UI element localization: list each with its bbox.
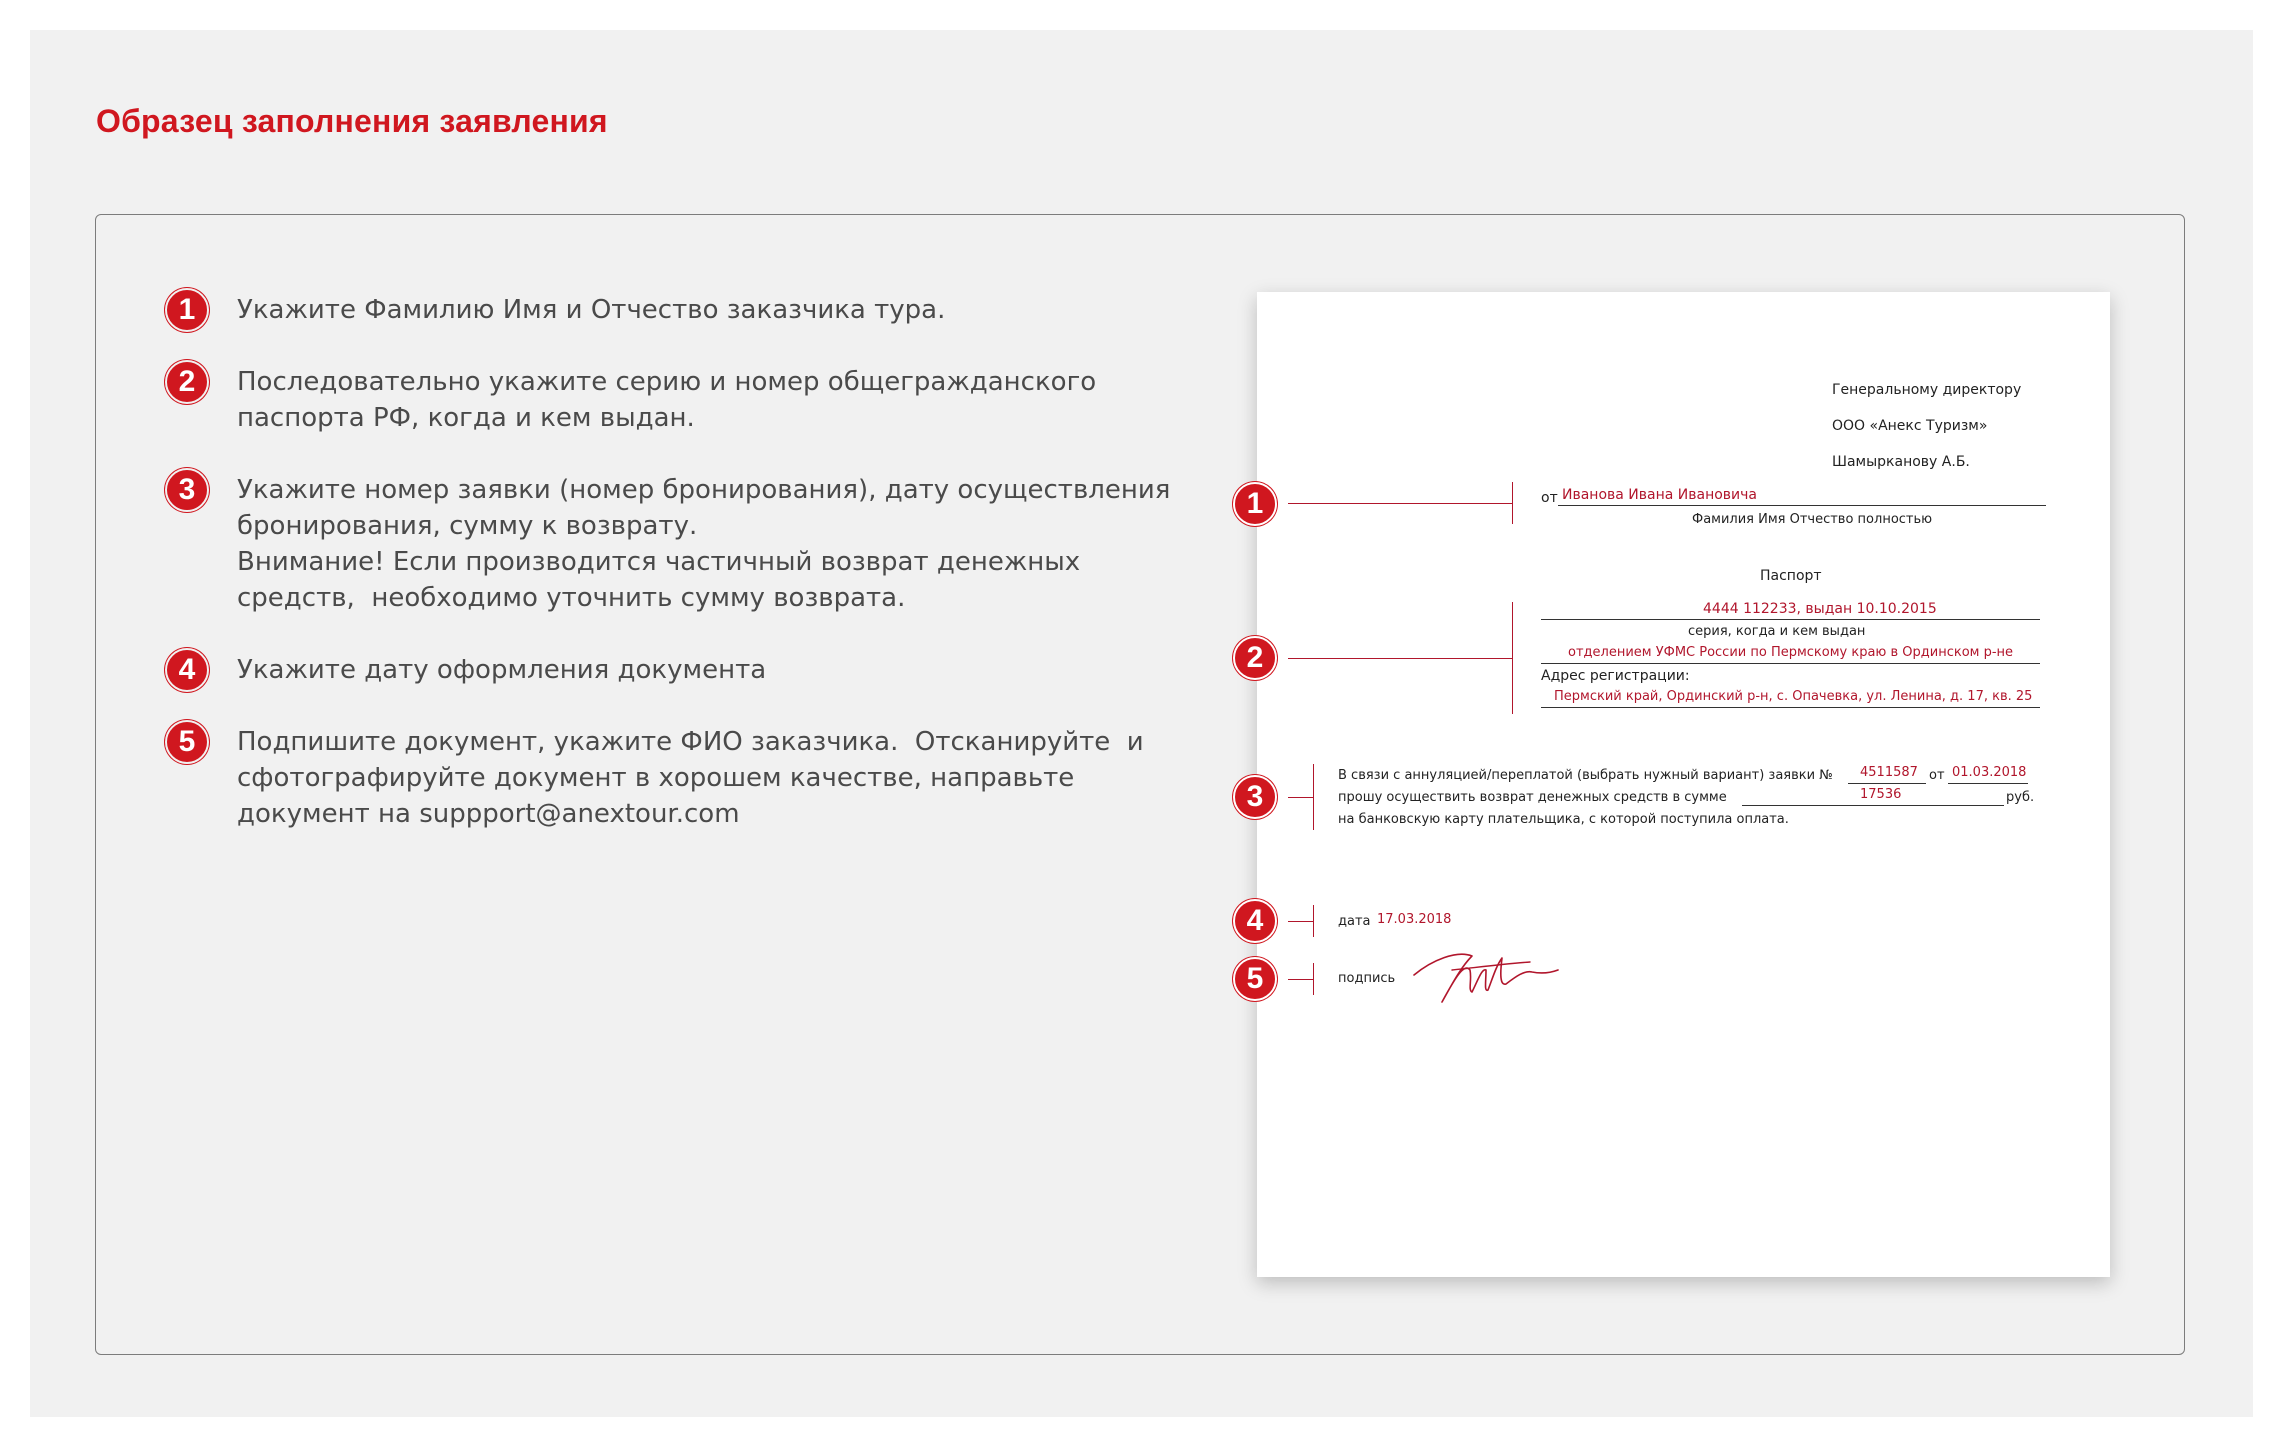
from-label: от bbox=[1541, 490, 1558, 506]
date-value: 17.03.2018 bbox=[1377, 912, 1452, 927]
instruction-line: бронирования, сумму к возврату. bbox=[237, 511, 698, 541]
order-date-underline bbox=[1948, 783, 2028, 784]
issued-by-value: отделением УФМС России по Пермскому краю в Ординском р-не bbox=[1568, 645, 2014, 660]
callout-bracket-4 bbox=[1313, 905, 1314, 937]
callout-line-1 bbox=[1288, 503, 1513, 504]
callout-line-3 bbox=[1288, 797, 1314, 798]
callout-bracket-1 bbox=[1512, 482, 1513, 524]
refund-amount: 17536 bbox=[1860, 787, 1902, 802]
passport-caption: серия, когда и кем выдан bbox=[1688, 624, 1866, 639]
instruction-text bbox=[237, 364, 1117, 436]
step-number-badge: 1 bbox=[165, 288, 209, 332]
callout-line-5 bbox=[1288, 979, 1314, 980]
passport-heading: Паспорт bbox=[1760, 568, 1822, 584]
address-label: Адрес регистрации: bbox=[1541, 668, 1690, 684]
instruction-line: Внимание! Если производится частичный возврат денежных bbox=[237, 547, 1081, 577]
step-3-marker: 3 bbox=[1233, 775, 1277, 819]
date-label: дата bbox=[1338, 914, 1371, 929]
request-line-1: В связи с аннуляцией/переплатой (выбрать нужный вариант) заявки № bbox=[1338, 768, 1833, 783]
handwritten-signature bbox=[1412, 940, 1562, 1010]
from-value: Иванова Ивана Ивановича bbox=[1562, 487, 1758, 503]
instruction-line: Укажите Фамилию Имя и Отчество заказчика тура. bbox=[237, 295, 946, 325]
step-number-badge: 5 bbox=[165, 720, 209, 764]
callout-bracket-5 bbox=[1313, 963, 1314, 995]
instruction-line: документ на suppport@anextour.com bbox=[237, 799, 740, 829]
signature-label: подпись bbox=[1338, 971, 1396, 986]
instruction-line: паспорта РФ, когда и кем выдан. bbox=[237, 403, 695, 433]
instruction-line: Подпишите документ, укажите ФИО заказчика. Отсканируйте и bbox=[237, 727, 1144, 757]
request-line-2: прошу осуществить возврат денежных средств в сумме bbox=[1338, 790, 1727, 805]
callout-line-2 bbox=[1288, 658, 1513, 659]
address-underline bbox=[1541, 707, 2040, 708]
order-number-underline bbox=[1848, 783, 1926, 784]
order-from-label: от bbox=[1929, 768, 1945, 783]
step-4-marker: 4 bbox=[1233, 899, 1277, 943]
instruction-step-1 bbox=[165, 288, 1117, 332]
step-5-marker: 5 bbox=[1233, 957, 1277, 1001]
order-number: 4511587 bbox=[1860, 765, 1918, 780]
instruction-line: Последовательно укажите серию и номер общегражданского bbox=[237, 367, 1097, 397]
step-number-badge: 2 bbox=[165, 360, 209, 404]
addressee-line: Генеральному директору bbox=[1832, 382, 2022, 398]
request-line-3: на банковскую карту плательщика, с которой поступила оплата. bbox=[1338, 812, 1789, 827]
passport-underline bbox=[1541, 619, 2040, 620]
instruction-line: Укажите номер заявки (номер бронирования), дату осуществления bbox=[237, 475, 1171, 505]
instruction-line: сфотографируйте документ в хорошем качестве, направьте bbox=[237, 763, 1075, 793]
instruction-step-3 bbox=[165, 468, 1171, 616]
callout-line-4 bbox=[1288, 921, 1314, 922]
instruction-step-2 bbox=[165, 360, 1117, 436]
instruction-step-4 bbox=[165, 648, 1117, 692]
currency-label: руб. bbox=[2006, 790, 2035, 805]
passport-value: 4444 112233, выдан 10.10.2015 bbox=[1703, 601, 1937, 617]
instruction-step-5 bbox=[165, 720, 1144, 832]
instruction-text bbox=[237, 724, 1144, 832]
callout-bracket-3 bbox=[1313, 764, 1314, 830]
step-2-marker: 2 bbox=[1233, 636, 1277, 680]
instruction-text bbox=[237, 652, 1117, 688]
instruction-line: Укажите дату оформления документа bbox=[237, 655, 767, 685]
step-number-badge: 3 bbox=[165, 468, 209, 512]
step-number-badge: 4 bbox=[165, 648, 209, 692]
from-caption: Фамилия Имя Отчество полностью bbox=[1692, 512, 1933, 527]
step-1-marker: 1 bbox=[1233, 482, 1277, 526]
amount-underline bbox=[1742, 805, 2004, 806]
instruction-text bbox=[237, 472, 1171, 616]
callout-bracket-2 bbox=[1512, 602, 1513, 714]
from-underline bbox=[1558, 505, 2046, 506]
instruction-line: средств, необходимо уточнить сумму возврата. bbox=[237, 583, 906, 613]
sample-document-sheet bbox=[1257, 292, 2110, 1277]
page-title: Образец заполнения заявления bbox=[96, 103, 608, 139]
addressee-line: ООО «Анекс Туризм» bbox=[1832, 418, 1988, 434]
order-date: 01.03.2018 bbox=[1952, 765, 2027, 780]
address-value: Пермский край, Ординский р-н, с. Опачевка, ул. Ленина, д. 17, кв. 25 bbox=[1554, 689, 2033, 704]
issued-by-underline bbox=[1541, 663, 2040, 664]
instruction-text bbox=[237, 292, 1117, 328]
addressee-line: Шамырканову А.Б. bbox=[1832, 454, 1970, 470]
